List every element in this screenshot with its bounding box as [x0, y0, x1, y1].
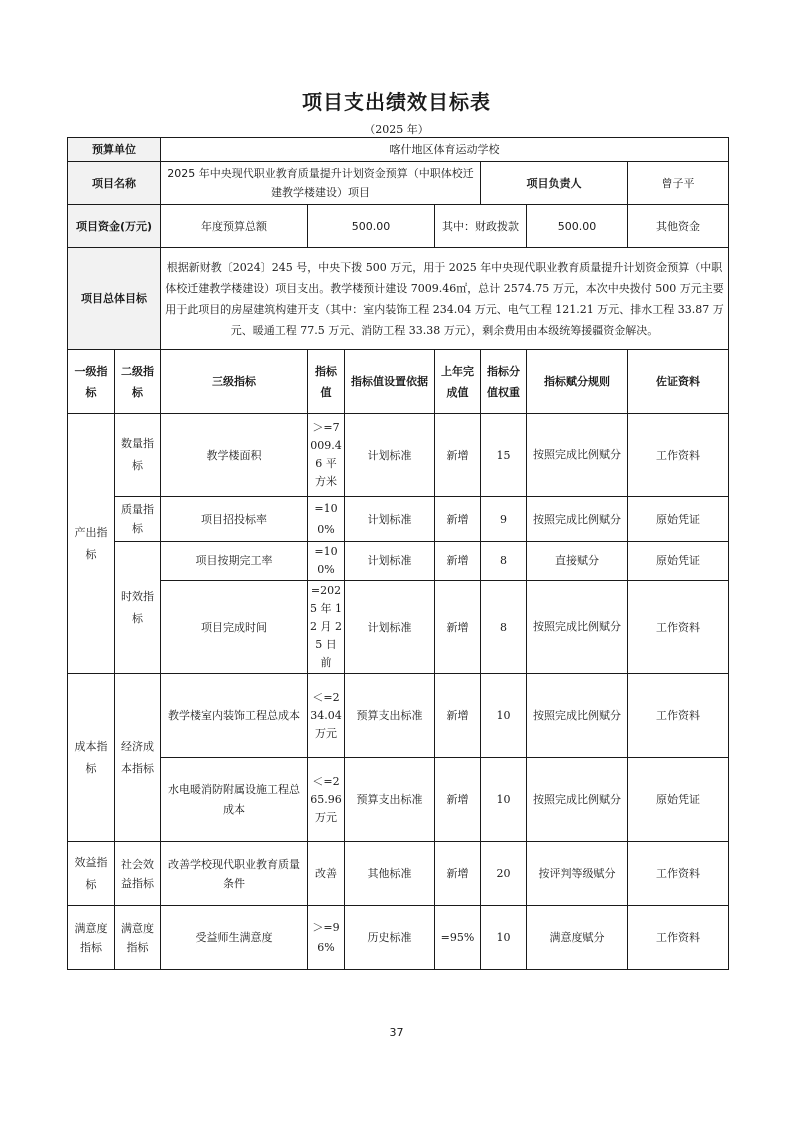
- header-value: 指标值: [308, 350, 345, 414]
- indicator-last-year: 新增: [435, 581, 481, 674]
- indicator-rule: 按照完成比例赋分: [527, 758, 628, 842]
- table-row: [68, 758, 729, 842]
- indicator-rule: 按照完成比例赋分: [527, 674, 628, 758]
- indicator-basis: 历史标准: [345, 906, 435, 970]
- performance-target-table: [67, 137, 729, 970]
- indicator-evidence: 原始凭证: [628, 497, 729, 542]
- level1-cost: 成本指标: [68, 674, 115, 842]
- fiscal-allocation-value: 500.00: [527, 205, 628, 248]
- header-basis: 指标值设置依据: [345, 350, 435, 414]
- indicator-value: 改善: [308, 842, 345, 906]
- project-name-value: 2025 年中央现代职业教育质量提升计划资金预算（中职体校迁建教学楼建设）项目: [161, 162, 481, 205]
- header-level3: 三级指标: [161, 350, 308, 414]
- annual-budget-label: 年度预算总额: [161, 205, 308, 248]
- indicator-rule: 直接赋分: [527, 542, 628, 581]
- project-name-label: 项目名称: [68, 162, 161, 205]
- indicator-weight: 20: [481, 842, 527, 906]
- table-row: [68, 842, 729, 906]
- level2-quality: 质量指标: [115, 497, 161, 542]
- indicator-weight: 15: [481, 414, 527, 497]
- indicator-name: 水电暖消防附属设施工程总成本: [161, 758, 308, 842]
- budget-unit-value: 喀什地区体育运动学校: [161, 138, 729, 162]
- header-level1: 一级指标: [68, 350, 115, 414]
- indicator-evidence: 工作资料: [628, 674, 729, 758]
- table-row: [68, 497, 729, 542]
- budget-unit-label: 预算单位: [68, 138, 161, 162]
- indicator-weight: 9: [481, 497, 527, 542]
- level1-satisfaction: 满意度指标: [68, 906, 115, 970]
- indicator-last-year: 新增: [435, 542, 481, 581]
- table-row: [68, 581, 729, 674]
- other-funds-label: 其他资金: [628, 205, 729, 248]
- level2-satisfaction: 满意度指标: [115, 906, 161, 970]
- page-number: 37: [389, 1026, 404, 1039]
- indicator-value: ＜=234.04 万元: [308, 674, 345, 758]
- overview-text: 根据新财教〔2024〕245 号，中央下拨 500 万元，用于 2025 年中央现代职业教育质量提升计划资金预算（中职体校迁建教学楼建设）项目支出。教学楼预计建设 7009.46㎡，总计 2574.75 万元，本次中央拨付 500 万元主要用于此项目的房屋建筑构建开支（其中：室内装饰工程 234.04 万元、电气工程 121.21 万元、排水工程 33.87 万元、暖通工程 77.5 万元、消防工程 33.38 万元），剩余费用由本级统筹援疆资金解决。: [161, 248, 729, 350]
- indicator-name: 项目招投标率: [161, 497, 308, 542]
- level2-social-benefit: 社会效益指标: [115, 842, 161, 906]
- page-title: 项目支出绩效目标表: [302, 90, 491, 114]
- indicator-name: 教学楼室内装饰工程总成本: [161, 674, 308, 758]
- header-level2: 二级指标: [115, 350, 161, 414]
- indicator-weight: 8: [481, 542, 527, 581]
- level2-economic-cost: 经济成本指标: [115, 674, 161, 842]
- indicator-rule: 按评判等级赋分: [527, 842, 628, 906]
- level2-quantity: 数量指标: [115, 414, 161, 497]
- project-leader-value: 曾子平: [628, 162, 729, 205]
- header-rule: 指标赋分规则: [527, 350, 628, 414]
- indicator-evidence: 工作资料: [628, 581, 729, 674]
- indicator-name: 教学楼面积: [161, 414, 308, 497]
- indicator-rule: 按照完成比例赋分: [527, 581, 628, 674]
- indicator-basis: 其他标准: [345, 842, 435, 906]
- indicator-basis: 预算支出标准: [345, 674, 435, 758]
- table-row: [68, 906, 729, 970]
- indicator-last-year: 新增: [435, 758, 481, 842]
- indicator-weight: 10: [481, 758, 527, 842]
- indicator-last-year: 新增: [435, 414, 481, 497]
- indicator-weight: 10: [481, 674, 527, 758]
- header-last-year: 上年完成值: [435, 350, 481, 414]
- indicator-rule: 按照完成比例赋分: [527, 497, 628, 542]
- indicator-evidence: 原始凭证: [628, 758, 729, 842]
- project-leader-label: 项目负责人: [481, 162, 628, 205]
- indicator-name: 改善学校现代职业教育质量条件: [161, 842, 308, 906]
- header-evidence: 佐证资料: [628, 350, 729, 414]
- indicator-value: =100%: [308, 497, 345, 542]
- level1-output: 产出指标: [68, 414, 115, 674]
- indicator-weight: 8: [481, 581, 527, 674]
- table-row: [68, 674, 729, 758]
- indicator-last-year: 新增: [435, 497, 481, 542]
- overview-label: 项目总体目标: [68, 248, 161, 350]
- level1-benefit: 效益指标: [68, 842, 115, 906]
- indicator-evidence: 工作资料: [628, 906, 729, 970]
- indicator-basis: 预算支出标准: [345, 758, 435, 842]
- table-row: [68, 542, 729, 581]
- level2-timeliness: 时效指标: [115, 542, 161, 674]
- indicator-basis: 计划标准: [345, 581, 435, 674]
- indicator-name: 受益师生满意度: [161, 906, 308, 970]
- indicator-name: 项目完成时间: [161, 581, 308, 674]
- indicator-last-year: 新增: [435, 674, 481, 758]
- table-row: [68, 414, 729, 497]
- indicator-weight: 10: [481, 906, 527, 970]
- annual-budget-value: 500.00: [308, 205, 435, 248]
- indicator-last-year: =95%: [435, 906, 481, 970]
- indicator-last-year: 新增: [435, 842, 481, 906]
- indicator-value: =2025 年 12 月 25 日前: [308, 581, 345, 674]
- indicator-rule: 满意度赋分: [527, 906, 628, 970]
- indicator-evidence: 工作资料: [628, 414, 729, 497]
- indicator-basis: 计划标准: [345, 414, 435, 497]
- indicator-value: ＜=265.96 万元: [308, 758, 345, 842]
- indicator-basis: 计划标准: [345, 497, 435, 542]
- table-year: （2025 年）: [364, 123, 429, 136]
- indicator-evidence: 工作资料: [628, 842, 729, 906]
- indicator-evidence: 原始凭证: [628, 542, 729, 581]
- fiscal-allocation-label: 其中：财政拨款: [435, 205, 527, 248]
- funds-label: 项目资金(万元): [68, 205, 161, 248]
- indicator-value: =100%: [308, 542, 345, 581]
- indicator-basis: 计划标准: [345, 542, 435, 581]
- indicator-name: 项目按期完工率: [161, 542, 308, 581]
- header-weight: 指标分值权重: [481, 350, 527, 414]
- indicator-rule: 按照完成比例赋分: [527, 414, 628, 497]
- indicator-value: ＞=96%: [308, 906, 345, 970]
- indicator-value: ＞=7009.46 平方米: [308, 414, 345, 497]
